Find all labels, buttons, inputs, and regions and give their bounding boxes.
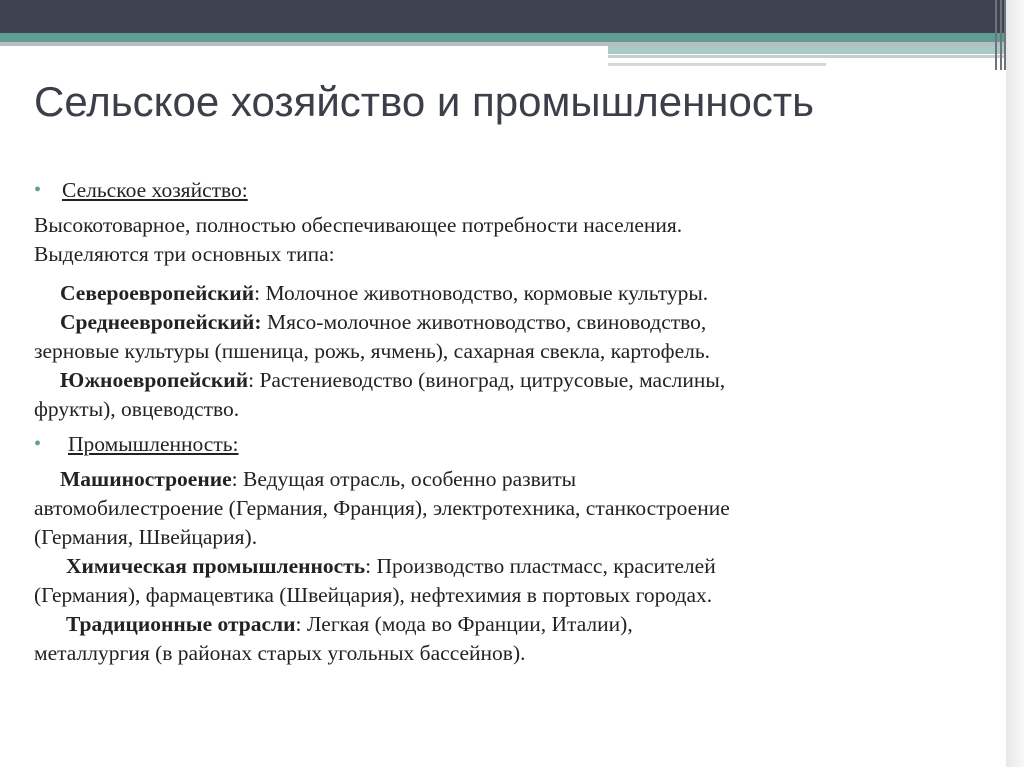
separator: : [248, 368, 260, 392]
sector-text: Легкая (мода во Франции, Италии), [306, 612, 633, 636]
sector-text: Ведущая отрасль, особенно развиты [243, 467, 577, 491]
sector-name: Традиционные отрасли [66, 612, 296, 636]
sector-name: Химическая промышленность [66, 554, 366, 578]
bullet-item-industry [34, 430, 984, 459]
sector-item [34, 610, 984, 639]
bullet-dot-icon: • [34, 179, 42, 201]
bullet-item-agriculture [34, 176, 984, 205]
type-text: Растениеводство (виноград, цитрусовые, маслины, [259, 368, 726, 392]
sector-text-cont: (Германия), фармацевтика (Швейцария), нефтехимия в портовых городах. [34, 583, 713, 607]
type-text-cont: фрукты), овцеводство. [34, 397, 240, 421]
section-heading: Сельское хозяйство: [62, 178, 248, 202]
sector-text-cont: (Германия, Швейцария). [34, 525, 258, 549]
header-grey-line-3 [608, 63, 826, 66]
sector-item [34, 465, 984, 494]
sector-text-cont: металлургия (в районах старых угольных бассейнов). [34, 641, 526, 665]
sector-item [34, 552, 984, 581]
sector-text: Производство пластмасс, красителей [376, 554, 716, 578]
separator: : [295, 612, 307, 636]
paragraph-line: Выделяются три основных типа: [34, 242, 335, 266]
type-name: Североевропейский [60, 281, 255, 305]
type-text-cont: зерновые культуры (пшеница, рожь, ячмень), сахарная свекла, картофель. [34, 339, 711, 363]
section-heading: Промышленность: [68, 432, 239, 456]
paragraph-line: Высокотоварное, полностью обеспечивающее потребности населения. [34, 213, 683, 237]
separator: : [365, 554, 377, 578]
type-text: Мясо-молочное животноводство, свиноводство, [266, 310, 707, 334]
bullet-dot-icon: • [34, 433, 42, 455]
header-grey-line-2 [608, 55, 1008, 58]
header-stripe [995, 0, 997, 70]
type-text: Молочное животноводство, кормовые культуры. [265, 281, 709, 305]
type-name: Южноевропейский [60, 368, 249, 392]
header-stripe [1000, 0, 1002, 70]
header-teal-bar [0, 33, 1024, 42]
type-item [34, 308, 984, 337]
sector-text-cont: автомобилестроение (Германия, Франция), электротехника, станкостроение [34, 496, 730, 520]
type-name: Среднеевропейский: [60, 310, 262, 334]
header-dark-bar [0, 0, 1024, 33]
header-teal-light-bar [608, 46, 1008, 54]
right-edge-shadow [1006, 0, 1024, 767]
separator: : [231, 467, 244, 491]
separator: : [254, 281, 266, 305]
slide-title: Сельское хозяйство и промышленность [34, 78, 814, 125]
sector-name: Машиностроение [60, 467, 232, 491]
type-item [34, 366, 984, 395]
slide-body [34, 176, 984, 668]
type-item [34, 279, 984, 308]
